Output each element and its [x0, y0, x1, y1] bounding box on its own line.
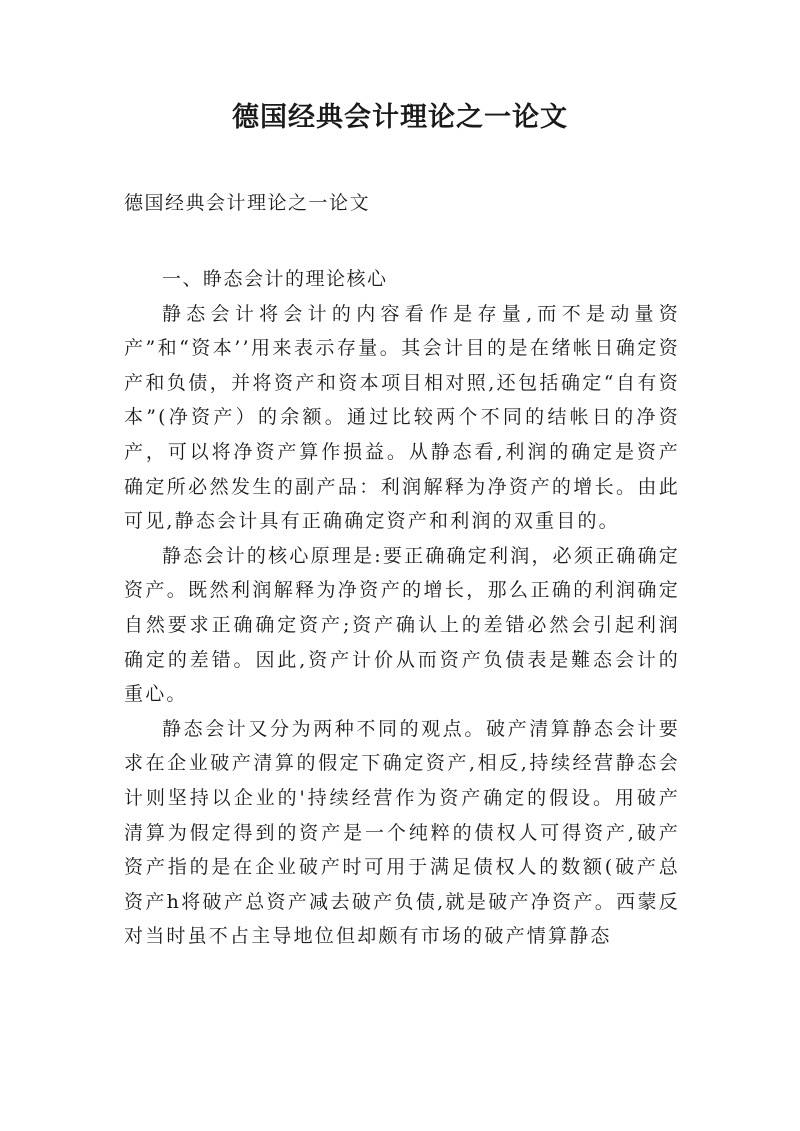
- paragraph: 静态会计将会计的内容看作是存量,而不是动量资产”和“资本’’用来表示存量。其会计目的是在绪帐日确定资产和负债，并将资产和资本项目相对照,还包括确定“自有资本”(净资产）的余额。通过比较两个不同的结帐日的净资产，可以将净资产算作损益。从静态看,利润的确定是资产确定所必然发生的副产品：利润解释为净资产的增长。由此可见,静态会计具有正确确定资产和利润的双重目的。: [124, 302, 680, 533]
- paragraph: 静态会计的核心原理是:要正确确定利润，必须正确确定资产。既然利润解释为净资产的增长，那么正确的利润确定自然要求正确确定资产;资产确认上的差错必然会引起利润确定的差错。因此,资产计价从而资产负债表是難态会计的重心。: [124, 544, 680, 706]
- document-body: [124, 262, 680, 954]
- paragraph: 静态会计又分为两种不同的观点。破产清算静态会计要求在企业破产清算的假定下确定资产,相反,持续经营静态会计则坚持以企业的'持续经营作为资产确定的假设。用破产清算为假定得到的资产是一个纯粹的债权人可得资产,破产资产指的是在企业破产时可用于满足债权人的数额(破产总资产h将破产总资产减去破产负债,就是破产净资产。西蒙反对当时虽不占主导地位但却颇有市场的破产情算静态: [124, 717, 680, 948]
- document-title: 德国经典会计理论之一论文: [232, 102, 568, 133]
- section-heading: 一、睁态会计的理论核心: [162, 268, 388, 290]
- document-subtitle: 德国经典会计理论之一论文: [124, 192, 371, 214]
